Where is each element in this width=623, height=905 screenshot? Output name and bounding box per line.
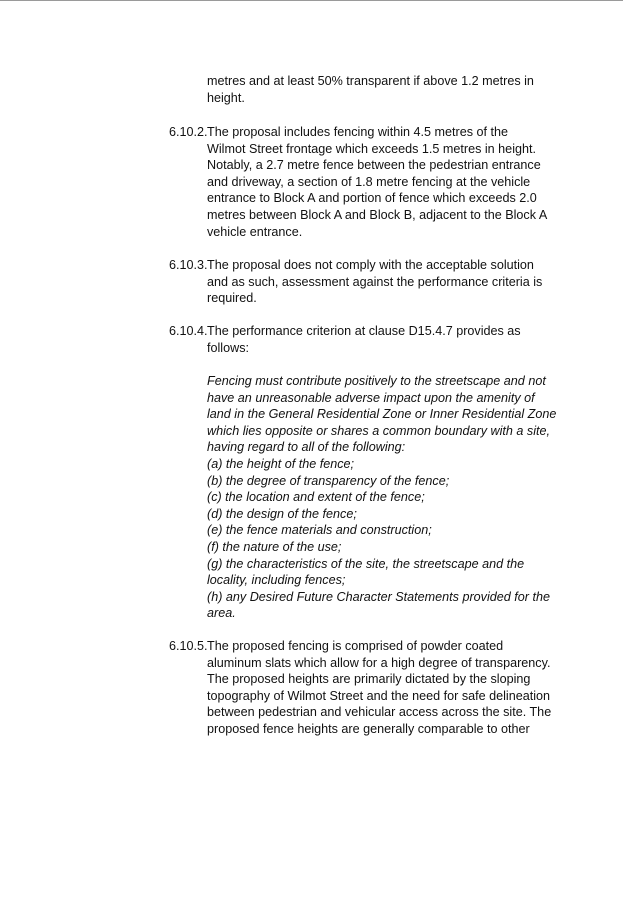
paragraph-6-10-5 bbox=[169, 638, 569, 738]
quote-item: (e) the fence materials and construction; bbox=[207, 523, 432, 538]
paragraph-body bbox=[207, 323, 562, 356]
paragraph-line: The performance criterion at clause D15.4.7 provides as bbox=[207, 324, 521, 338]
paragraph-line: entrance to Block A and portion of fence which exceeds 2.0 bbox=[207, 191, 537, 206]
quote-line: which lies opposite or shares a common boundary with a site, bbox=[207, 423, 551, 438]
quote-line: having regard to all of the following: bbox=[207, 440, 406, 455]
quote-item: (f) the nature of the use; bbox=[207, 539, 342, 554]
quote-line: Fencing must contribute positively to the streetscape and not bbox=[207, 374, 546, 388]
paragraph-line: Wilmot Street frontage which exceeds 1.5 metres in height. bbox=[207, 141, 536, 156]
paragraph-line: between pedestrian and vehicular access across the site. The bbox=[207, 705, 552, 720]
paragraph-line: metres between Block A and Block B, adjacent to the Block A bbox=[207, 207, 548, 222]
paragraph-number: 6.10.5. bbox=[169, 639, 208, 653]
continuation-text bbox=[207, 73, 567, 106]
quote-item: area. bbox=[207, 606, 236, 621]
paragraph-body bbox=[207, 638, 562, 738]
paragraph-line: proposed fence heights are generally comparable to other bbox=[207, 721, 530, 736]
paragraph-6-10-3 bbox=[169, 257, 569, 307]
paragraph-line: The proposed heights are primarily dictated by the sloping bbox=[207, 672, 531, 687]
continuation-line: metres and at least 50% transparent if above 1.2 metres in bbox=[207, 74, 534, 88]
quote-item: (a) the height of the fence; bbox=[207, 456, 355, 471]
quote-item: (b) the degree of transparency of the fence; bbox=[207, 473, 450, 488]
quote-line: land in the General Residential Zone or Inner Residential Zone bbox=[207, 407, 557, 422]
quote-item: (d) the design of the fence; bbox=[207, 506, 357, 521]
paragraph-line: follows: bbox=[207, 340, 249, 355]
paragraph-number: 6.10.3. bbox=[169, 258, 208, 272]
paragraph-line: and as such, assessment against the performance criteria is bbox=[207, 274, 543, 289]
paragraph-line: and driveway, a section of 1.8 metre fencing at the vehicle bbox=[207, 174, 531, 189]
quote-line: have an unreasonable adverse impact upon the amenity of bbox=[207, 390, 535, 405]
quote-item: (c) the location and extent of the fence; bbox=[207, 490, 425, 505]
quote-item: locality, including fences; bbox=[207, 573, 346, 588]
paragraph-line: vehicle entrance. bbox=[207, 224, 303, 239]
paragraph-6-10-2 bbox=[169, 124, 569, 240]
paragraph-line: required. bbox=[207, 291, 257, 306]
paragraph-line: The proposal includes fencing within 4.5 metres of the bbox=[207, 125, 509, 139]
paragraph-body bbox=[207, 124, 562, 240]
paragraph-number: 6.10.2. bbox=[169, 125, 208, 139]
paragraph-line: The proposal does not comply with the acceptable solution bbox=[207, 258, 534, 272]
paragraph-body bbox=[207, 257, 562, 307]
paragraph-6-10-4 bbox=[169, 323, 569, 356]
paragraph-line: aluminum slats which allow for a high degree of transparency. bbox=[207, 655, 551, 670]
paragraph-line: topography of Wilmot Street and the need for safe delineation bbox=[207, 688, 551, 703]
paragraph-line: Notably, a 2.7 metre fence between the pedestrian entrance bbox=[207, 158, 541, 173]
paragraph-number: 6.10.4. bbox=[169, 324, 208, 338]
performance-criterion-quote bbox=[207, 373, 567, 622]
quote-item: (g) the characteristics of the site, the streetscape and the bbox=[207, 556, 525, 571]
continuation-line: height. bbox=[207, 90, 245, 105]
quote-item: (h) any Desired Future Character Statements provided for the bbox=[207, 589, 550, 604]
paragraph-line: The proposed fencing is comprised of powder coated bbox=[207, 639, 504, 653]
